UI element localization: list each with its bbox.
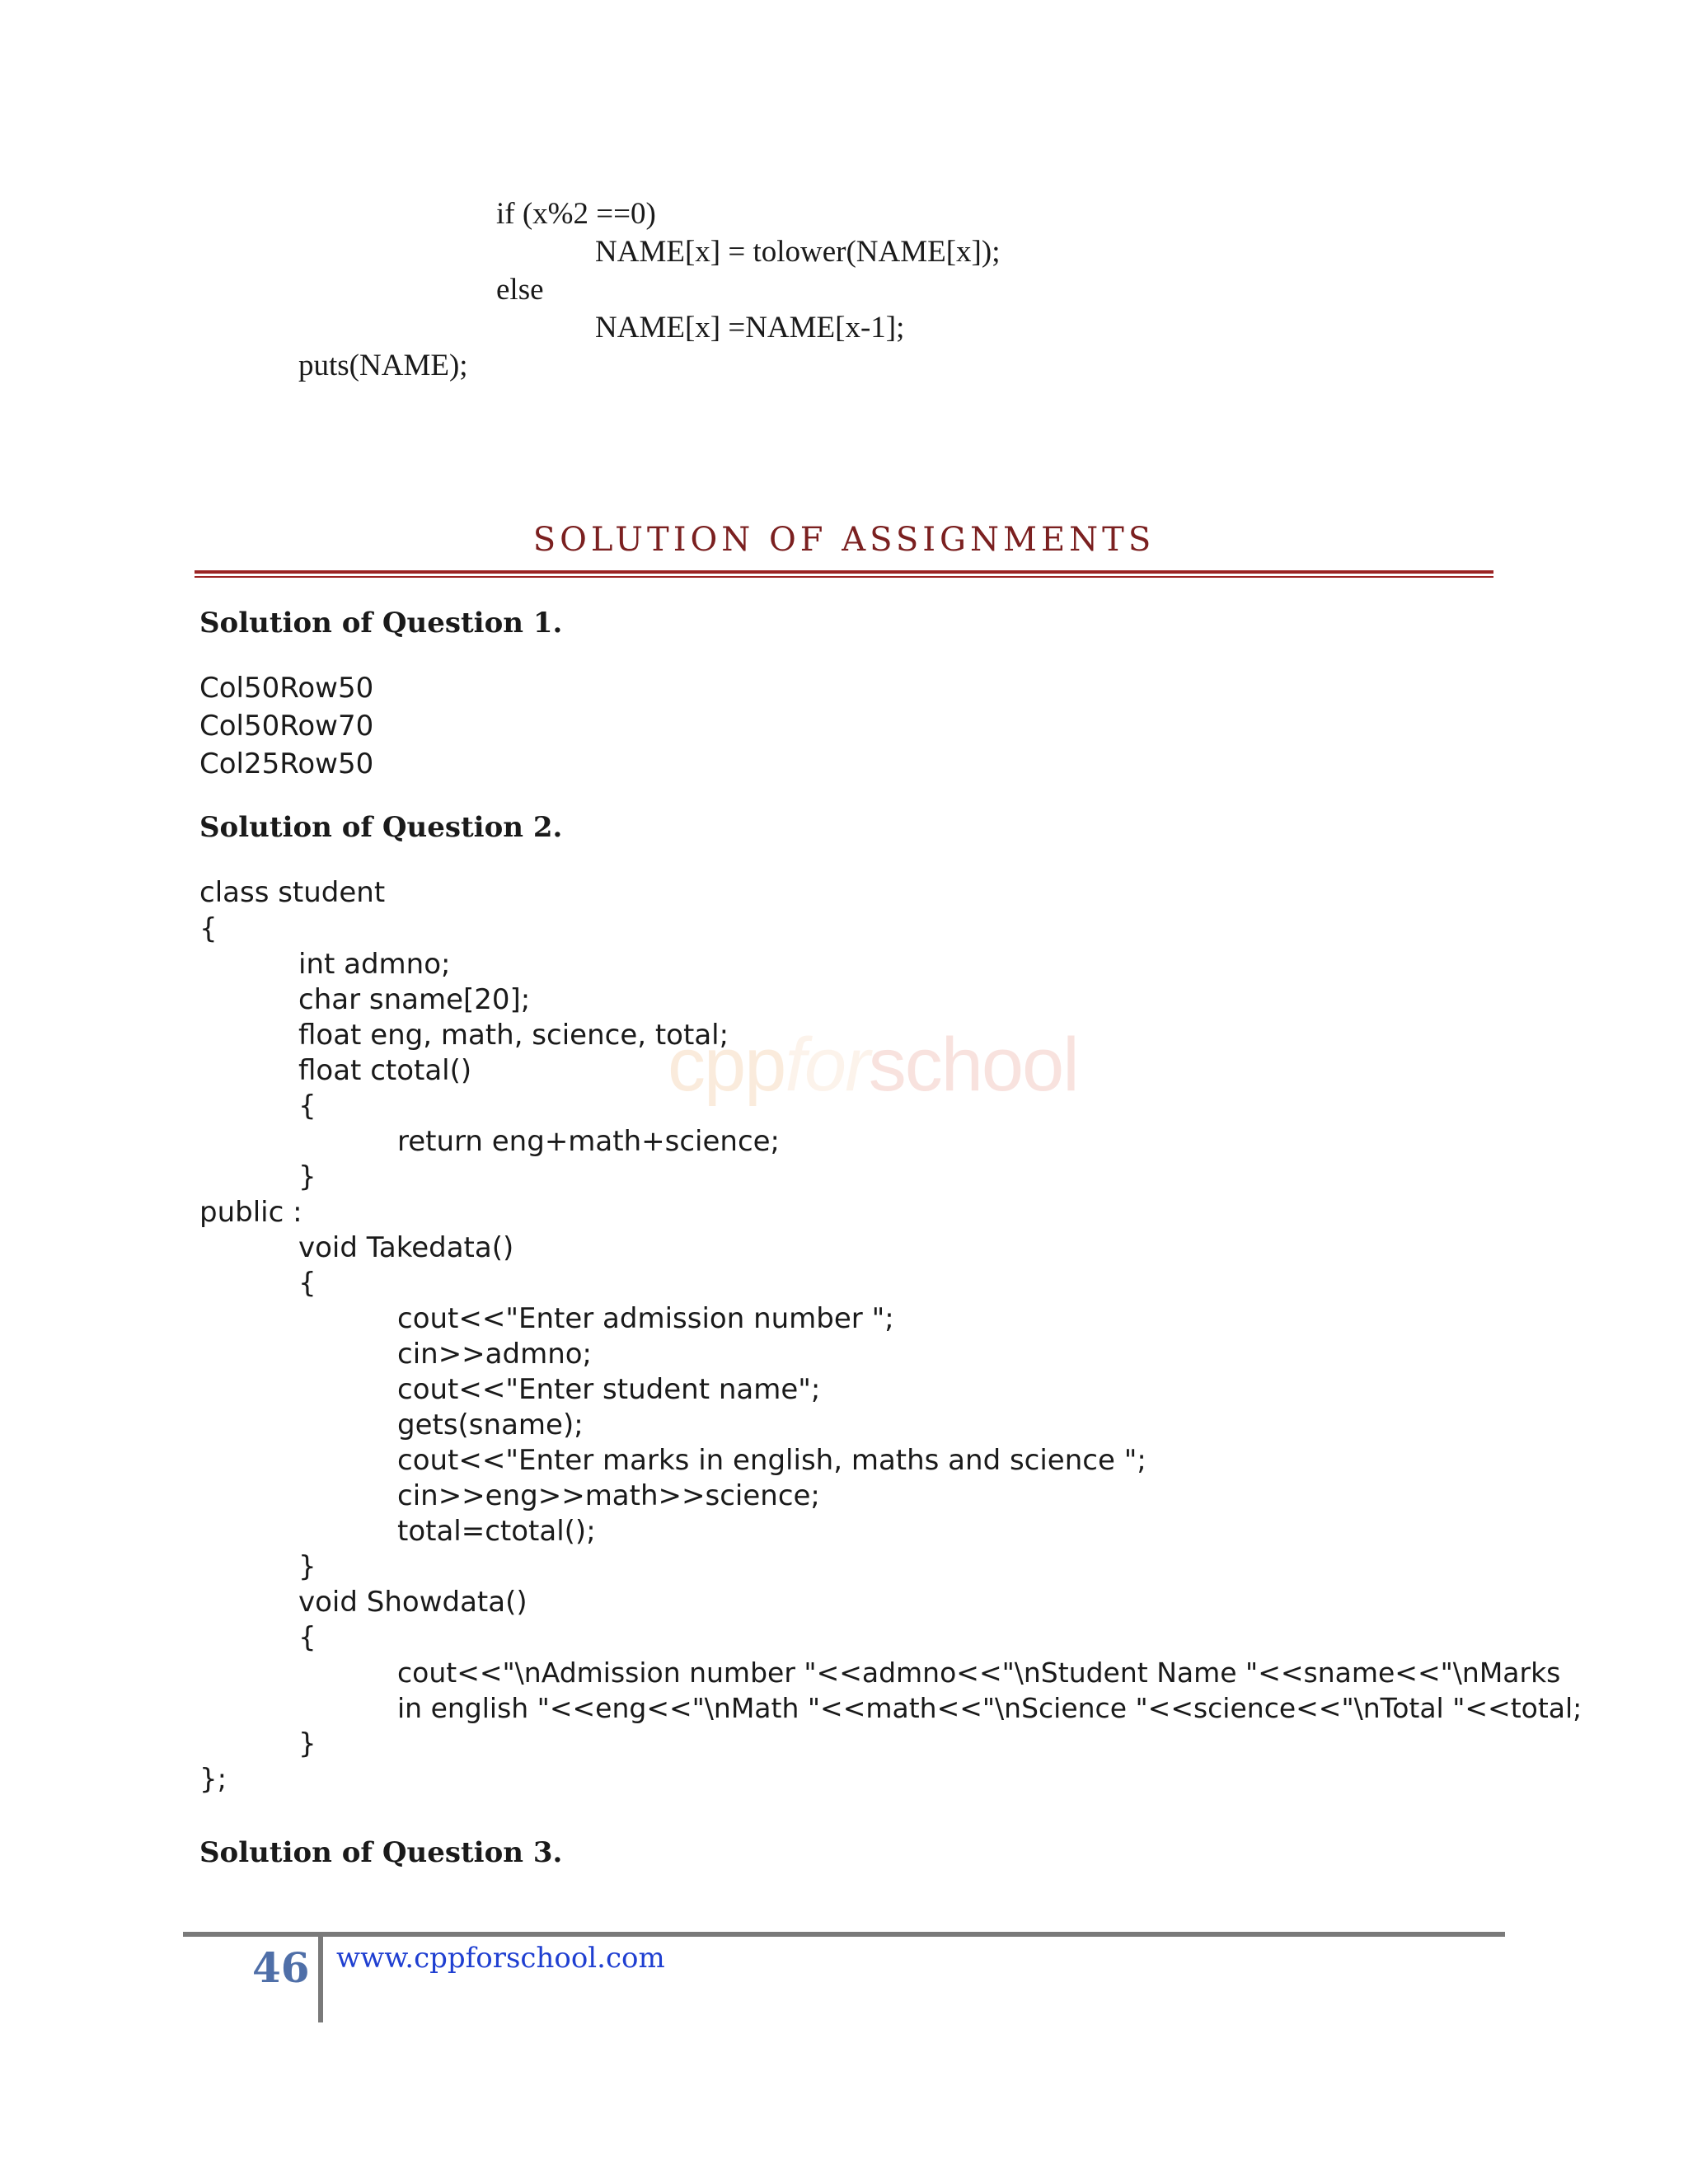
code-line: in english "<<eng<<"\nMath "<<math<<"\nScience "<<science<<"\nTotal "<<total;: [397, 1692, 1582, 1724]
heading-divider: [195, 576, 1493, 578]
code-line: float ctotal(): [298, 1054, 472, 1087]
code-line: puts(NAME);: [298, 349, 468, 382]
code-line: cout<<"Enter student name";: [397, 1373, 821, 1406]
code-line: float eng, math, science, total;: [298, 1019, 729, 1052]
watermark-logo: cppforschool: [668, 1023, 1078, 1107]
answer-line: Col25Row50: [199, 748, 374, 780]
page-number: 46: [252, 1943, 310, 1992]
code-line: void Takedata(): [298, 1231, 514, 1264]
code-line: }: [298, 1550, 316, 1583]
code-line: cin>>eng>>math>>science;: [397, 1479, 820, 1512]
code-line: else: [496, 273, 544, 307]
code-line: int admno;: [298, 948, 451, 981]
code-line: return eng+math+science;: [397, 1125, 781, 1158]
answer-line: Col50Row50: [199, 672, 374, 705]
code-line: class student: [199, 876, 386, 909]
code-line: }: [298, 1160, 316, 1193]
code-line: {: [298, 1267, 316, 1300]
code-line: void Showdata(): [298, 1586, 528, 1619]
code-line: {: [298, 1090, 316, 1122]
code-line: gets(sname);: [397, 1408, 584, 1441]
code-line: }: [298, 1727, 316, 1760]
code-line: };: [199, 1763, 227, 1796]
footer-link[interactable]: www.cppforschool.com: [336, 1942, 665, 1975]
heading-divider: [195, 570, 1493, 574]
code-line: public :: [199, 1196, 302, 1229]
section-heading: SOLUTION OF ASSIGNMENTS: [532, 521, 1156, 559]
code-line: char sname[20];: [298, 983, 531, 1016]
question-2-title: Solution of Question 2.: [199, 811, 563, 844]
code-line: NAME[x] = tolower(NAME[x]);: [595, 235, 1001, 269]
code-line: cout<<"\nAdmission number "<<admno<<"\nStudent Name "<<sname<<"\nMarks: [397, 1657, 1561, 1689]
code-line: if (x%2 ==0): [496, 197, 656, 231]
footer-divider: [183, 1932, 1505, 1937]
code-line: cout<<"Enter admission number ";: [397, 1302, 894, 1335]
code-line: {: [298, 1621, 316, 1654]
code-line: total=ctotal();: [397, 1515, 596, 1548]
footer-divider: [318, 1937, 323, 2022]
question-1-title: Solution of Question 1.: [199, 607, 563, 640]
code-line: cout<<"Enter marks in english, maths and science ";: [397, 1444, 1146, 1477]
code-line: cin>>admno;: [397, 1338, 593, 1371]
code-line: NAME[x] =NAME[x-1];: [595, 311, 905, 344]
answer-line: Col50Row70: [199, 710, 374, 743]
code-line: {: [199, 912, 218, 945]
question-3-title: Solution of Question 3.: [199, 1836, 563, 1869]
